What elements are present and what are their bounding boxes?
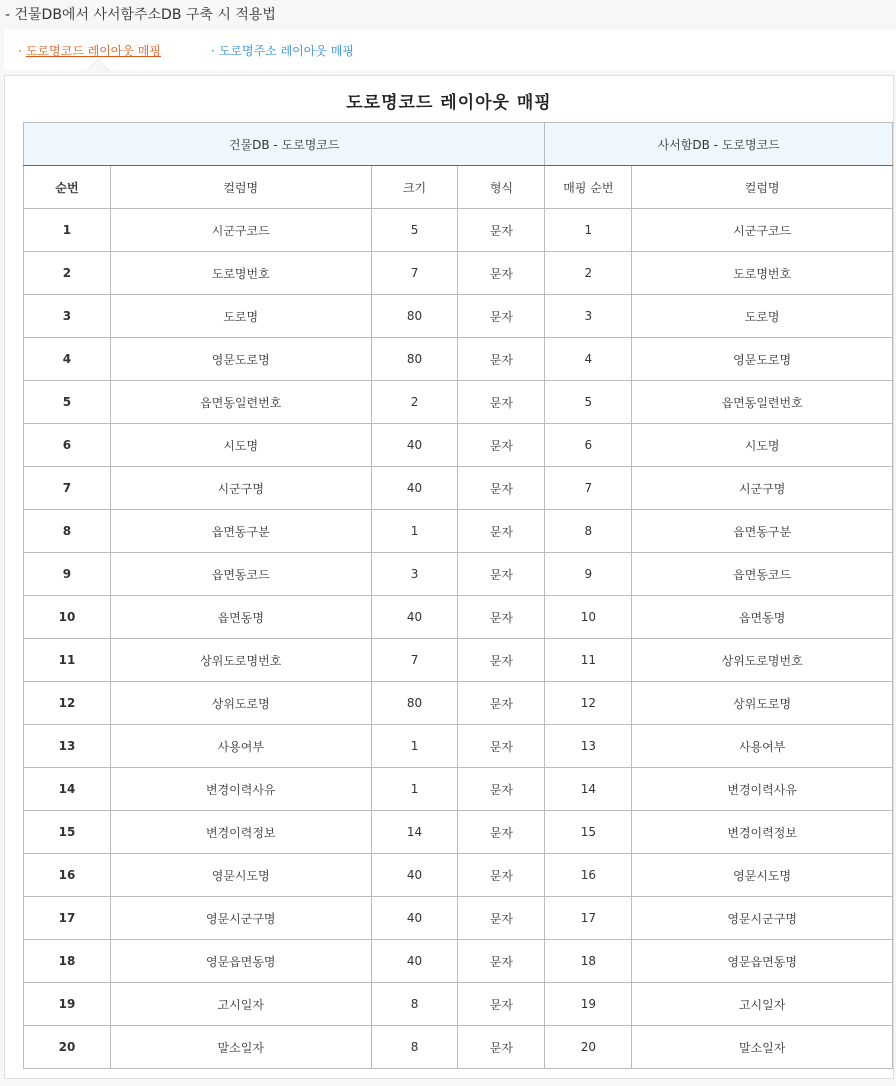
bullet-icon: · xyxy=(18,43,22,58)
cell-map-no: 16 xyxy=(545,854,632,897)
cell-map-no: 4 xyxy=(545,338,632,381)
tab-road-address-layout[interactable] xyxy=(211,42,354,59)
cell-size: 8 xyxy=(371,983,458,1026)
table-row xyxy=(24,553,893,596)
cell-map-no: 6 xyxy=(545,424,632,467)
cell-size: 40 xyxy=(371,467,458,510)
cell-size: 40 xyxy=(371,897,458,940)
cell-map-no: 12 xyxy=(545,682,632,725)
col-header-type: 형식 xyxy=(458,166,545,209)
cell-column-name: 사용여부 xyxy=(110,725,371,768)
cell-no: 1 xyxy=(24,209,111,252)
cell-type: 문자 xyxy=(458,1026,545,1069)
cell-no: 2 xyxy=(24,252,111,295)
table-row xyxy=(24,639,893,682)
section-heading: - 건물DB에서 사서함주소DB 구축 시 적용법 xyxy=(0,0,896,30)
cell-map-no: 11 xyxy=(545,639,632,682)
cell-size: 14 xyxy=(371,811,458,854)
cell-type: 문자 xyxy=(458,940,545,983)
cell-no: 8 xyxy=(24,510,111,553)
cell-map-no: 14 xyxy=(545,768,632,811)
tab-label: 도로명주소 레이아웃 매핑 xyxy=(218,43,354,58)
table-row xyxy=(24,897,893,940)
cell-no: 9 xyxy=(24,553,111,596)
cell-map-column-name: 말소일자 xyxy=(632,1026,893,1069)
cell-size: 40 xyxy=(371,424,458,467)
cell-size: 8 xyxy=(371,1026,458,1069)
cell-map-no: 9 xyxy=(545,553,632,596)
cell-column-name: 읍면동구분 xyxy=(110,510,371,553)
table-row xyxy=(24,1026,893,1069)
cell-type: 문자 xyxy=(458,596,545,639)
cell-type: 문자 xyxy=(458,983,545,1026)
cell-map-column-name: 읍면동구분 xyxy=(632,510,893,553)
table-row xyxy=(24,854,893,897)
table-row xyxy=(24,338,893,381)
cell-size: 80 xyxy=(371,338,458,381)
cell-type: 문자 xyxy=(458,338,545,381)
cell-column-name: 변경이력정보 xyxy=(110,811,371,854)
cell-map-no: 19 xyxy=(545,983,632,1026)
cell-type: 문자 xyxy=(458,252,545,295)
cell-type: 문자 xyxy=(458,295,545,338)
cell-size: 40 xyxy=(371,596,458,639)
cell-size: 40 xyxy=(371,854,458,897)
cell-map-no: 1 xyxy=(545,209,632,252)
cell-column-name: 시군구명 xyxy=(110,467,371,510)
cell-map-no: 8 xyxy=(545,510,632,553)
col-header-name: 컬럼명 xyxy=(110,166,371,209)
table-row xyxy=(24,424,893,467)
table-row xyxy=(24,983,893,1026)
cell-type: 문자 xyxy=(458,209,545,252)
cell-map-column-name: 고시일자 xyxy=(632,983,893,1026)
cell-type: 문자 xyxy=(458,424,545,467)
cell-size: 40 xyxy=(371,940,458,983)
table-row xyxy=(24,725,893,768)
cell-no: 6 xyxy=(24,424,111,467)
cell-column-name: 상위도로명 xyxy=(110,682,371,725)
cell-map-column-name: 도로명번호 xyxy=(632,252,893,295)
cell-map-column-name: 읍면동일련번호 xyxy=(632,381,893,424)
cell-size: 2 xyxy=(371,381,458,424)
cell-column-name: 시군구코드 xyxy=(110,209,371,252)
cell-map-no: 10 xyxy=(545,596,632,639)
cell-size: 3 xyxy=(371,553,458,596)
table-row xyxy=(24,252,893,295)
cell-column-name: 고시일자 xyxy=(110,983,371,1026)
cell-size: 80 xyxy=(371,682,458,725)
cell-map-no: 17 xyxy=(545,897,632,940)
table-row xyxy=(24,510,893,553)
cell-type: 문자 xyxy=(458,467,545,510)
cell-map-no: 3 xyxy=(545,295,632,338)
cell-column-name: 도로명 xyxy=(110,295,371,338)
table-row xyxy=(24,209,893,252)
cell-column-name: 변경이력사유 xyxy=(110,768,371,811)
col-header-size: 크기 xyxy=(371,166,458,209)
cell-size: 5 xyxy=(371,209,458,252)
table-row xyxy=(24,811,893,854)
cell-column-name: 시도명 xyxy=(110,424,371,467)
cell-no: 5 xyxy=(24,381,111,424)
cell-map-column-name: 시군구명 xyxy=(632,467,893,510)
cell-size: 1 xyxy=(371,510,458,553)
cell-no: 18 xyxy=(24,940,111,983)
mapping-table xyxy=(23,122,893,1069)
cell-map-no: 13 xyxy=(545,725,632,768)
tab-bar xyxy=(4,30,896,70)
table-row xyxy=(24,940,893,983)
cell-size: 7 xyxy=(371,252,458,295)
cell-type: 문자 xyxy=(458,639,545,682)
cell-no: 16 xyxy=(24,854,111,897)
cell-size: 1 xyxy=(371,725,458,768)
cell-type: 문자 xyxy=(458,897,545,940)
col-header-map-no: 매핑 순번 xyxy=(545,166,632,209)
cell-map-no: 2 xyxy=(545,252,632,295)
cell-type: 문자 xyxy=(458,854,545,897)
active-tab-caret-icon xyxy=(86,59,110,71)
group-header-building-db: 건물DB - 도로명코드 xyxy=(24,123,545,166)
cell-map-column-name: 상위도로명번호 xyxy=(632,639,893,682)
bullet-icon: · xyxy=(210,43,215,58)
table-row xyxy=(24,295,893,338)
cell-column-name: 읍면동일련번호 xyxy=(110,381,371,424)
cell-map-column-name: 도로명 xyxy=(632,295,893,338)
cell-map-no: 5 xyxy=(545,381,632,424)
cell-map-no: 15 xyxy=(545,811,632,854)
cell-no: 14 xyxy=(24,768,111,811)
cell-column-name: 말소일자 xyxy=(110,1026,371,1069)
cell-map-no: 20 xyxy=(545,1026,632,1069)
cell-type: 문자 xyxy=(458,553,545,596)
cell-type: 문자 xyxy=(458,811,545,854)
cell-map-no: 7 xyxy=(545,467,632,510)
cell-no: 7 xyxy=(24,467,111,510)
cell-column-name: 영문시도명 xyxy=(110,854,371,897)
cell-no: 15 xyxy=(24,811,111,854)
cell-map-column-name: 영문시군구명 xyxy=(632,897,893,940)
cell-no: 11 xyxy=(24,639,111,682)
cell-size: 1 xyxy=(371,768,458,811)
cell-type: 문자 xyxy=(458,682,545,725)
cell-column-name: 도로명번호 xyxy=(110,252,371,295)
cell-map-column-name: 시군구코드 xyxy=(632,209,893,252)
cell-map-column-name: 영문시도명 xyxy=(632,854,893,897)
cell-no: 19 xyxy=(24,983,111,1026)
table-row xyxy=(24,467,893,510)
cell-column-name: 읍면동명 xyxy=(110,596,371,639)
group-header-pobox-db: 사서함DB - 도로명코드 xyxy=(545,123,893,166)
col-header-no: 순번 xyxy=(24,166,111,209)
cell-map-no: 18 xyxy=(545,940,632,983)
tab-road-code-layout[interactable] xyxy=(18,42,161,59)
cell-map-column-name: 변경이력정보 xyxy=(632,811,893,854)
cell-no: 20 xyxy=(24,1026,111,1069)
cell-no: 10 xyxy=(24,596,111,639)
cell-type: 문자 xyxy=(458,725,545,768)
cell-map-column-name: 영문읍면동명 xyxy=(632,940,893,983)
cell-map-column-name: 시도명 xyxy=(632,424,893,467)
cell-size: 80 xyxy=(371,295,458,338)
cell-column-name: 영문도로명 xyxy=(110,338,371,381)
cell-map-column-name: 영문도로명 xyxy=(632,338,893,381)
cell-column-name: 상위도로명번호 xyxy=(110,639,371,682)
table-row xyxy=(24,768,893,811)
tab-panel xyxy=(4,75,894,1079)
cell-no: 4 xyxy=(24,338,111,381)
table-row xyxy=(24,381,893,424)
cell-type: 문자 xyxy=(458,768,545,811)
cell-no: 17 xyxy=(24,897,111,940)
tab-label: 도로명코드 레이아웃 매핑 xyxy=(25,43,161,58)
cell-no: 13 xyxy=(24,725,111,768)
cell-column-name: 영문읍면동명 xyxy=(110,940,371,983)
panel-title: 도로명코드 레이아웃 매핑 xyxy=(346,93,552,113)
cell-type: 문자 xyxy=(458,510,545,553)
cell-type: 문자 xyxy=(458,381,545,424)
cell-map-column-name: 변경이력사유 xyxy=(632,768,893,811)
cell-map-column-name: 읍면동코드 xyxy=(632,553,893,596)
cell-map-column-name: 읍면동명 xyxy=(632,596,893,639)
cell-map-column-name: 사용여부 xyxy=(632,725,893,768)
table-row xyxy=(24,682,893,725)
cell-column-name: 영문시군구명 xyxy=(110,897,371,940)
cell-map-column-name: 상위도로명 xyxy=(632,682,893,725)
col-header-map-name: 컬럼명 xyxy=(632,166,893,209)
cell-column-name: 읍면동코드 xyxy=(110,553,371,596)
cell-no: 12 xyxy=(24,682,111,725)
table-row xyxy=(24,596,893,639)
cell-size: 7 xyxy=(371,639,458,682)
cell-no: 3 xyxy=(24,295,111,338)
